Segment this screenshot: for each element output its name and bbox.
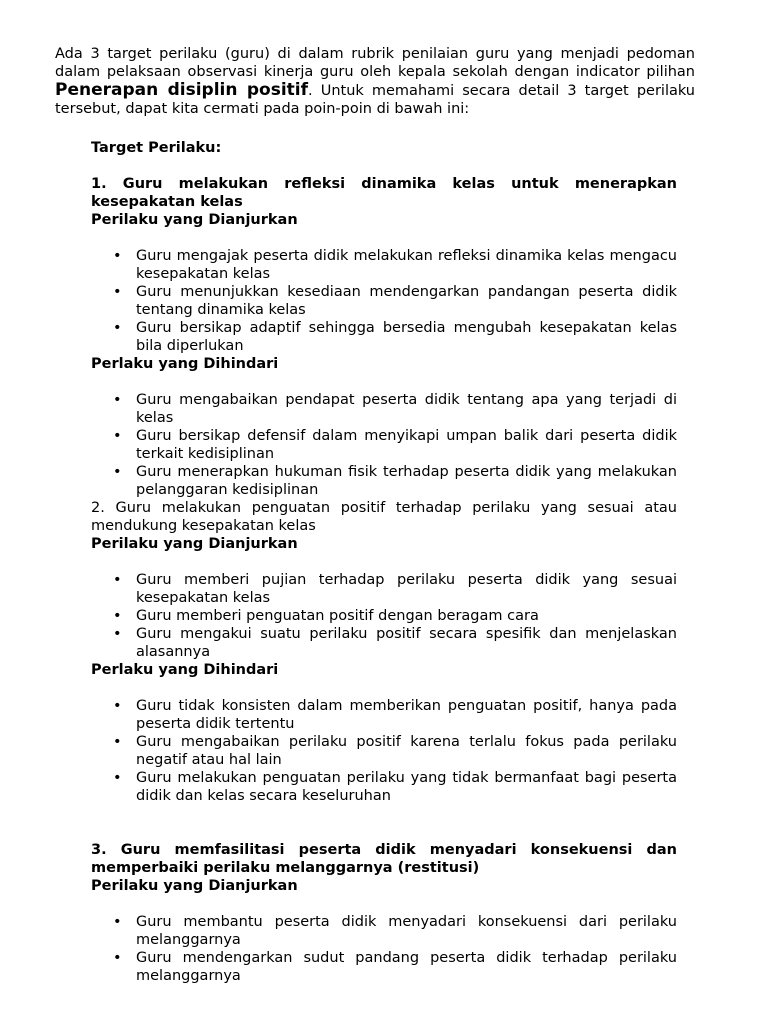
target-1-avoid-label: Perlaku yang Dihindari (91, 356, 279, 372)
list-item: • Guru menerapkan hukuman fisik terhadap peserta didik yang melakukan pelanggaran kedisiplinan (91, 463, 677, 499)
target-content (91, 139, 677, 985)
list-item: • Guru mengakui suatu perilaku positif secara spesifik dan menjelaskan alasannya (91, 625, 677, 661)
list-item: • Guru mengabaikan perilaku positif karena terlalu fokus pada perilaku negatif atau hal lain (91, 733, 677, 769)
section-heading: Target Perilaku: (91, 140, 222, 156)
intro-highlight: Penerapan disiplin positif (55, 80, 309, 100)
target-1-recommended-list (91, 247, 677, 355)
intro-text-2: . Untuk memahami secara detail 3 target perilaku tersebut, dapat kita cermati pada poin-poin di bawah ini: (55, 83, 695, 117)
list-item: • Guru bersikap adaptif sehingga bersedia mengubah kesepakatan kelas bila diperlukan (91, 319, 677, 355)
target-1-recommended-label: Perilaku yang Dianjurkan (91, 212, 298, 228)
target-2-title: 2. Guru melakukan penguatan positif terhadap perilaku yang sesuai atau mendukung kesepakatan kelas (91, 500, 677, 534)
intro-paragraph (55, 45, 695, 118)
target-1-avoid-list (91, 391, 677, 499)
list-item: • Guru tidak konsisten dalam memberikan penguatan positif, hanya pada peserta didik tertentu (91, 697, 677, 733)
target-3-title: 3. Guru memfasilitasi peserta didik menyadari konsekuensi dan memperbaiki perilaku melanggarnya (restitusi) (91, 842, 677, 876)
target-2-avoid-list (91, 697, 677, 805)
list-item: • Guru memberi pujian terhadap perilaku peserta didik yang sesuai kesepakatan kelas (91, 571, 677, 607)
target-3-recommended-list (91, 913, 677, 985)
list-item: • Guru mendengarkan sudut pandang peserta didik terhadap perilaku melanggarnya (91, 949, 677, 985)
target-3-recommended-label: Perilaku yang Dianjurkan (91, 878, 298, 894)
list-item: • Guru bersikap defensif dalam menyikapi umpan balik dari peserta didik terkait kedisiplinan (91, 427, 677, 463)
target-2-recommended-label: Perilaku yang Dianjurkan (91, 536, 298, 552)
list-item: • Guru mengajak peserta didik melakukan refleksi dinamika kelas mengacu kesepakatan kelas (91, 247, 677, 283)
target-1-title: 1. Guru melakukan refleksi dinamika kelas untuk menerapkan kesepakatan kelas (91, 176, 677, 210)
list-item: • Guru memberi penguatan positif dengan beragam cara (91, 607, 677, 625)
list-item: • Guru membantu peserta didik menyadari konsekuensi dari perilaku melanggarnya (91, 913, 677, 949)
intro-text-1: Ada 3 target perilaku (guru) di dalam rubrik penilaian guru yang menjadi pedoman dalam pelaksaan observasi kinerja guru oleh kepala sekolah dengan indicator pilihan (55, 46, 695, 80)
target-2-recommended-list (91, 571, 677, 661)
list-item: • Guru mengabaikan pendapat peserta didik tentang apa yang terjadi di kelas (91, 391, 677, 427)
list-item: • Guru melakukan penguatan perilaku yang tidak bermanfaat bagi peserta didik dan kelas secara keseluruhan (91, 769, 677, 805)
target-2-avoid-label: Perlaku yang Dihindari (91, 662, 279, 678)
list-item: • Guru menunjukkan kesediaan mendengarkan pandangan peserta didik tentang dinamika kelas (91, 283, 677, 319)
